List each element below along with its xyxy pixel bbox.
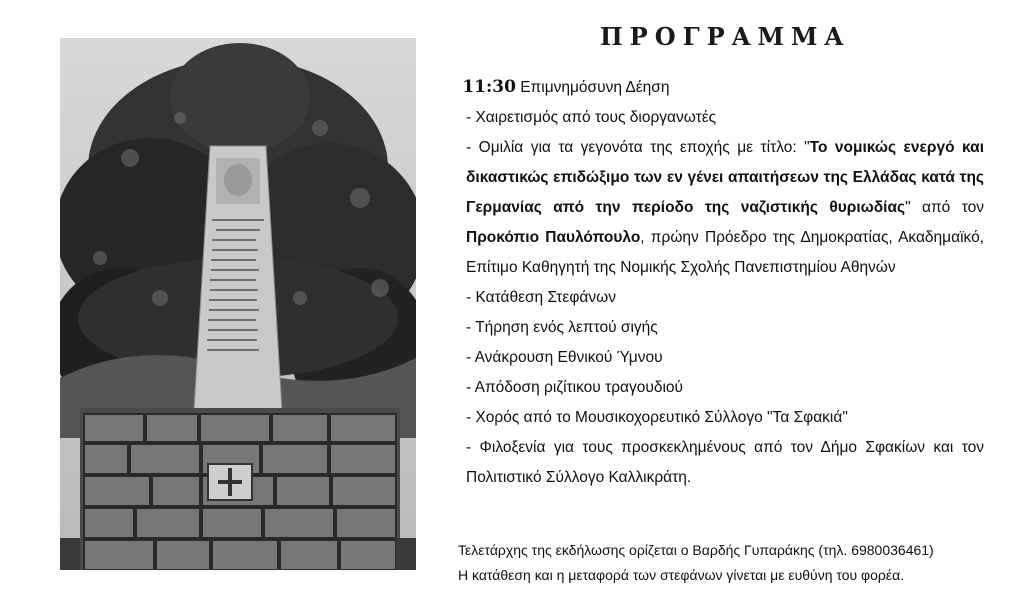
- program-list: [458, 72, 984, 493]
- program-item-speech: [458, 133, 984, 283]
- speech-by: από τον: [910, 199, 984, 216]
- page-title: ΠΡΟΓΡΑΜΜΑ: [600, 22, 851, 51]
- speaker-details: , πρώην Πρόεδρο της Δημοκρατίας, Ακαδημαϊκό, Επίτιμο Καθηγητή της Νομικής Σχολής Πανεπιστημίου Αθηνών: [466, 229, 984, 276]
- footer-line-wreaths-note: Η κατάθεση και η μεταφορά των στεφάνων γίνεται με ευθύνη του φορέα.: [458, 567, 905, 583]
- event-time: 11:30: [462, 77, 516, 97]
- first-item-label: Επιμνημόσυνη Δέηση: [520, 79, 670, 96]
- speech-title: Το νομικώς ενεργό και δικαστικώς επιδώξιμο των εν γένει απαιτήσεων της Ελλάδας κατά της Γερμανίας από την περίοδο της ναζιστικής θυριωδίας: [466, 139, 984, 216]
- speech-prefix: - Ομιλία για τα γεγονότα της εποχής με τίτλο: ": [466, 139, 810, 156]
- program-item-song: - Απόδοση ριζίτικου τραγουδιού: [466, 379, 683, 396]
- speaker-name: Προκόπιο Παυλόπουλο: [466, 229, 641, 246]
- footer-notes: [458, 538, 998, 588]
- program-item-prayer: [458, 72, 984, 103]
- program-item-wreaths: - Κατάθεση Στεφάνων: [466, 289, 616, 306]
- program-item-anthem: - Ανάκρουση Εθνικού Ύμνου: [466, 349, 663, 366]
- program-item-hospitality: - Φιλοξενία για τους προσκεκλημένους από τον Δήμο Σφακίων και τον Πολιτιστικό Σύλλογο Καλλικράτη.: [466, 439, 984, 486]
- memorial-monument-icon: [60, 38, 416, 570]
- speech-title-close: ": [905, 199, 911, 216]
- program-item-silence: - Τήρηση ενός λεπτού σιγής: [466, 319, 658, 336]
- program-item-greeting: - Χαιρετισμός από τους διοργανωτές: [466, 109, 717, 126]
- program-item-dance: - Χορός από το Μουσικοχορευτικό Σύλλογο "Τα Σφακιά": [466, 409, 848, 426]
- memorial-photo: [60, 38, 416, 570]
- footer-line-master-of-ceremonies: Τελετάρχης της εκδήλωσης ορίζεται ο Βαρδής Γυπαράκης (τηλ. 6980036461): [458, 542, 934, 558]
